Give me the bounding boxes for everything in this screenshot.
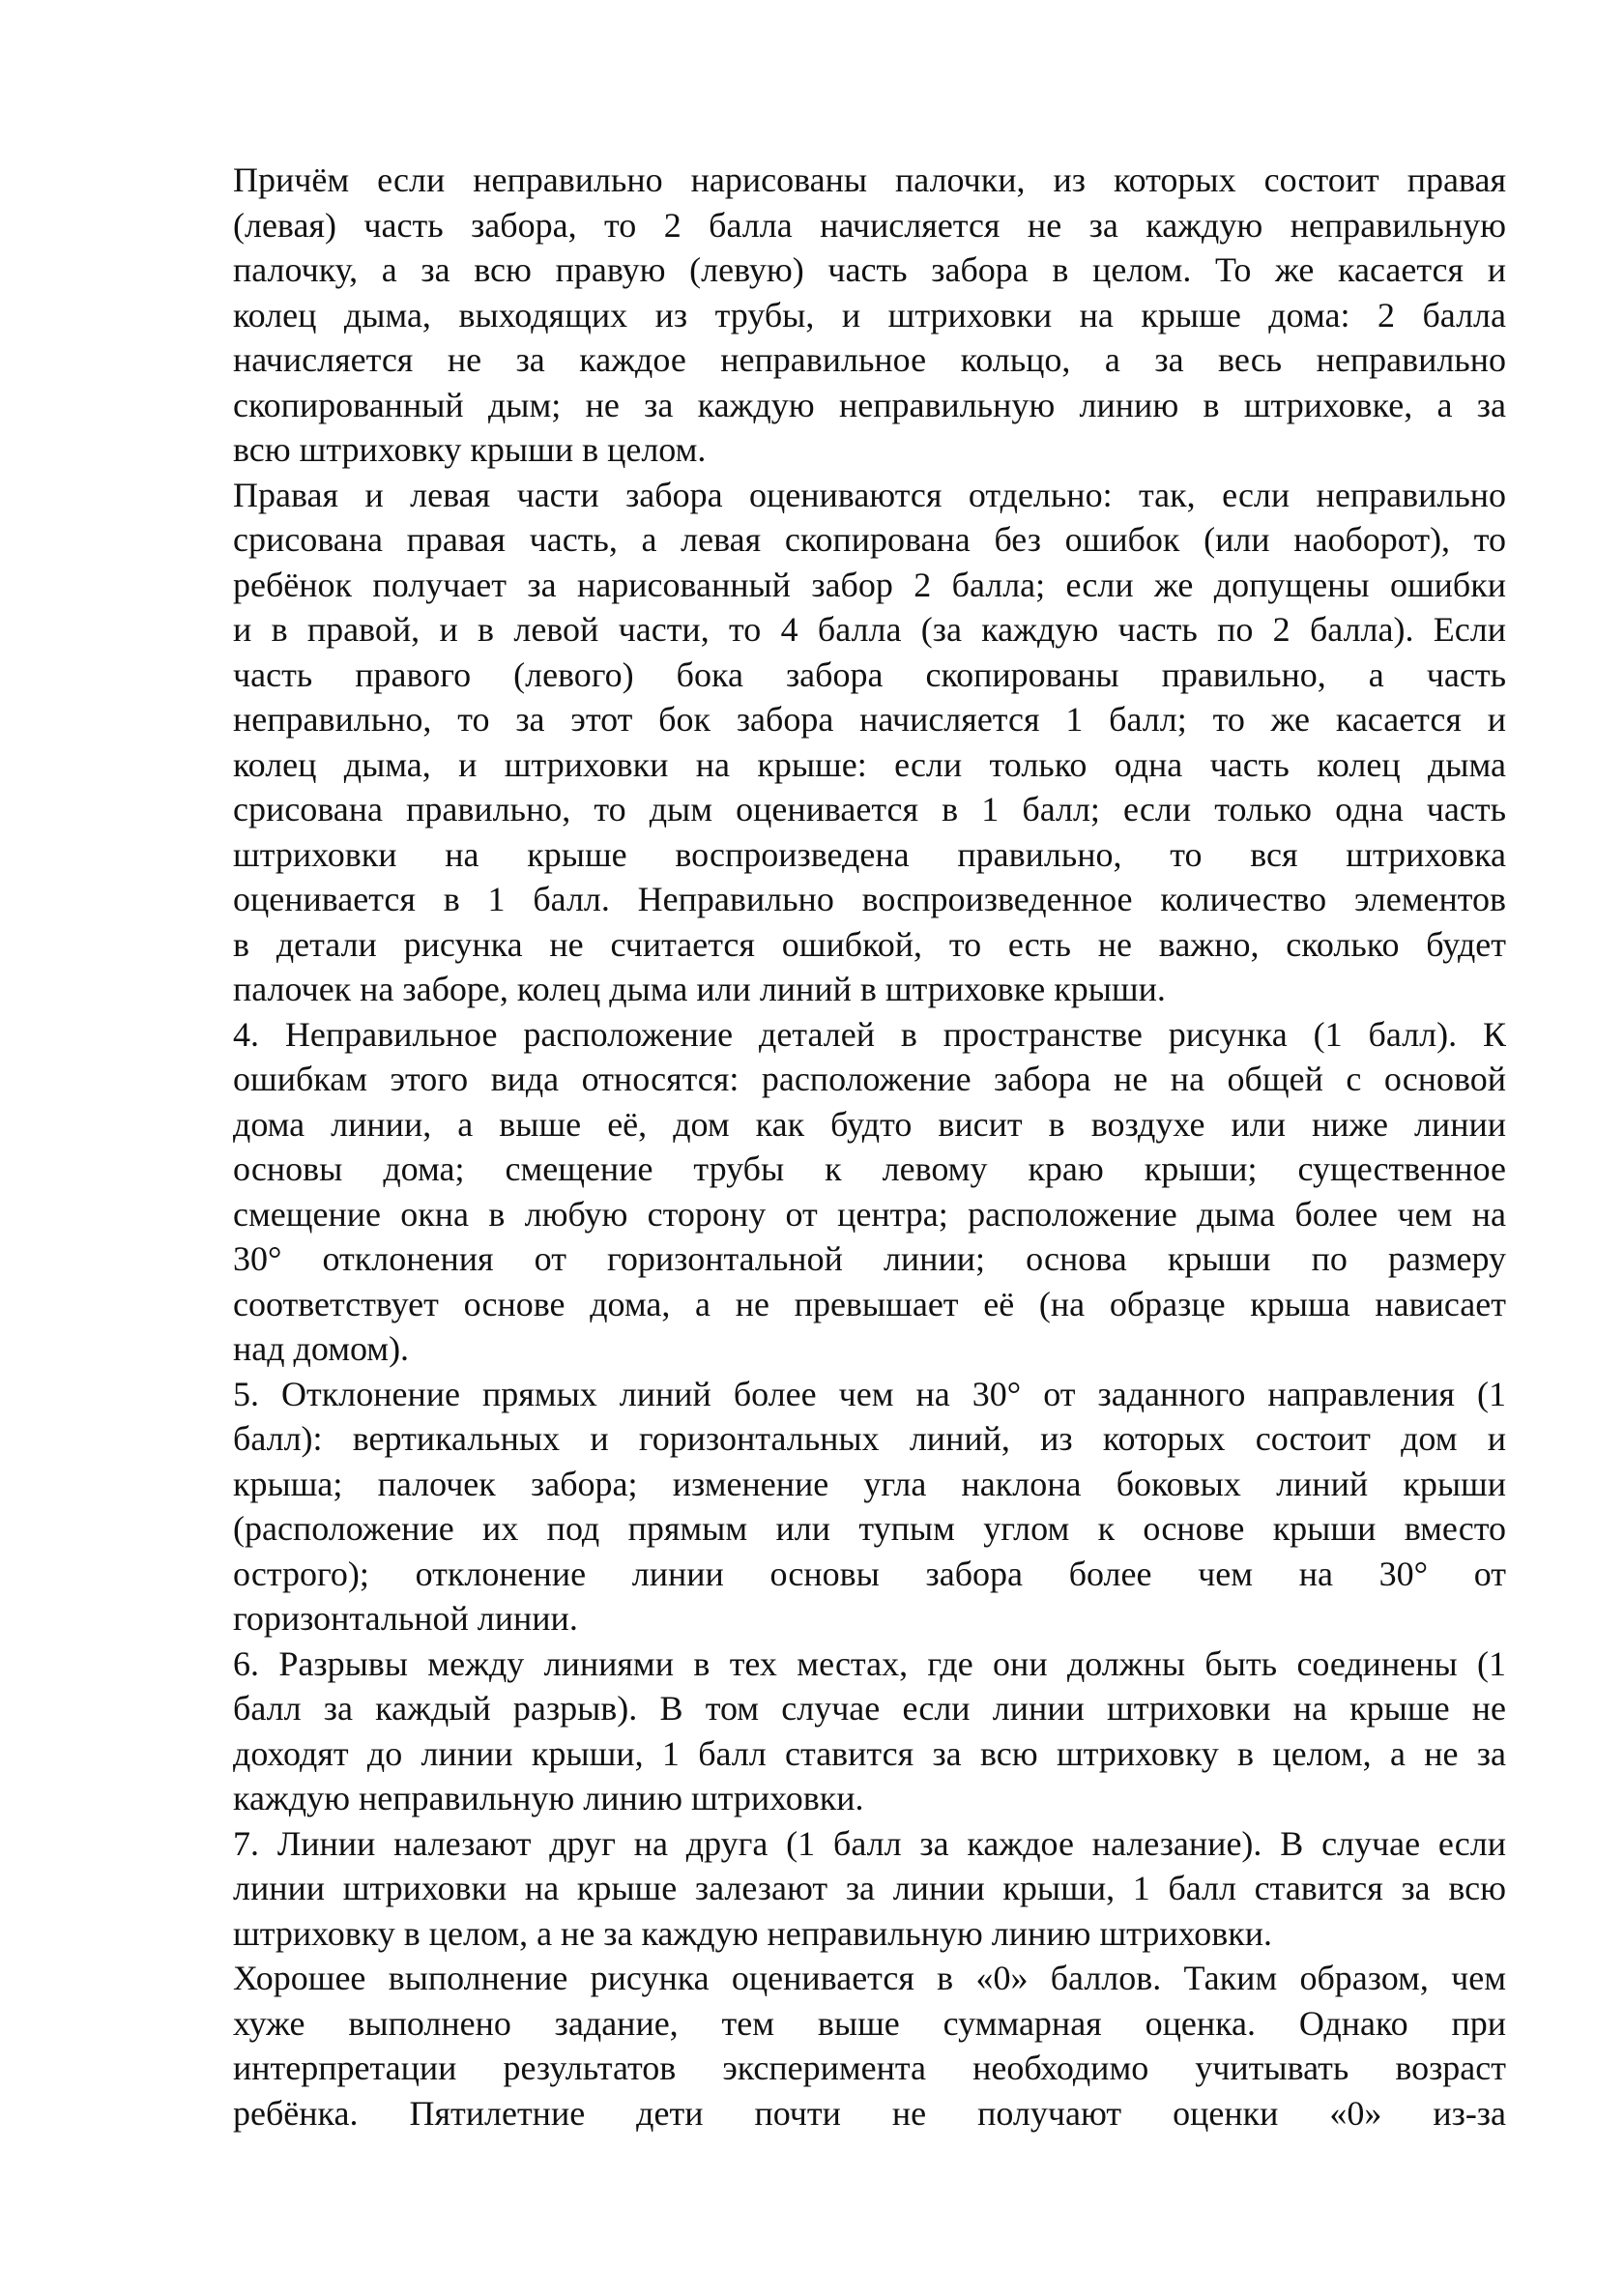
text-line: Правая и левая части забора оцениваются отдельно: так, если неправильно (233, 475, 1506, 514)
paragraph-scoring-interpretation (233, 1956, 1506, 2136)
text-line: основы дома; смещение трубы к левому краю крыши; существенное (233, 1149, 1506, 1188)
paragraph-fence-scoring-note (233, 158, 1506, 473)
text-line: соответствует основе дома, а не превышает её (на образце крыша нависает (233, 1284, 1506, 1323)
text-line: и в правой, и в левой части, то 4 балла (за каждую часть по 2 балла). Если (233, 610, 1506, 649)
text-line: каждую неправильную линию штриховки. (233, 1779, 864, 1817)
text-line: дома линии, а выше её, дом как будто висит в воздухе или ниже линии (233, 1104, 1506, 1144)
text-line: срисована правильно, то дым оценивается в 1 балл; если только одна часть (233, 790, 1506, 828)
document-page (233, 158, 1506, 2136)
text-line: над домом). (233, 1329, 410, 1368)
text-line: смещение окна в любую сторону от центра; расположение дыма более чем на (233, 1194, 1506, 1234)
text-line: всю штриховку крыши в целом. (233, 430, 707, 469)
list-item-6-line-gaps (233, 1642, 1506, 1821)
text-line: 7. Линии налезают друг на друга (1 балл за каждое налезание). В случае если (233, 1823, 1506, 1863)
text-line: штриховку в целом, а не за каждую неправильную линию штриховки. (233, 1913, 1272, 1953)
text-line: срисована правая часть, а левая скопирована без ошибок (или наоборот), то (233, 520, 1506, 559)
text-line: палочек на заборе, колец дыма или линий в штриховке крыши. (233, 970, 1166, 1008)
text-line: доходят до линии крыши, 1 балл ставится за всю штриховку в целом, а не за (233, 1733, 1506, 1773)
text-line: палочку, а за всю правую (левую) часть забора в целом. То же касается и (233, 250, 1506, 289)
list-item-4-placement-errors (233, 1012, 1506, 1372)
text-line: ребёнка. Пятилетние дети почти не получают оценки «0» из-за (233, 2093, 1506, 2133)
text-line: хуже выполнено задание, тем выше суммарная оценка. Однако при (233, 2003, 1506, 2043)
text-line: Хорошее выполнение рисунка оценивается в «0» баллов. Таким образом, чем (233, 1959, 1506, 1997)
text-line: оценивается в 1 балл. Неправильно воспроизведенное количество элементов (233, 880, 1506, 918)
text-line: колец дыма, выходящих из трубы, и штриховки на крыше дома: 2 балла (233, 295, 1506, 334)
text-line: начисляется не за каждое неправильное кольцо, а за весь неправильно (233, 340, 1506, 379)
text-line: балл за каждый разрыв). В том случае если линии штриховки на крыше не (233, 1689, 1506, 1728)
text-line: 30° отклонения от горизонтальной линии; основа крыши по размеру (233, 1239, 1506, 1278)
text-line: (расположение их под прямым или тупым углом к основе крыши вместо (233, 1509, 1506, 1548)
list-item-5-line-deviation (233, 1372, 1506, 1642)
text-line: Причём если неправильно нарисованы палочки, из которых состоит правая (233, 160, 1506, 199)
text-line: в детали рисунка не считается ошибкой, то есть не важно, сколько будет (233, 924, 1506, 964)
text-line: острого); отклонение линии основы забора более чем на 30° от (233, 1554, 1506, 1593)
text-line: балл): вертикальных и горизонтальных линий, из которых состоит дом и (233, 1419, 1506, 1458)
list-item-7-line-overlap (233, 1821, 1506, 1957)
text-line: 4. Неправильное расположение деталей в пространстве рисунка (1 балл). К (233, 1014, 1506, 1054)
text-line: линии штриховки на крыше залезают за линии крыши, 1 балл ставится за всю (233, 1869, 1506, 1907)
text-line: интерпретации результатов эксперимента необходимо учитывать возраст (233, 2049, 1506, 2087)
text-line: 5. Отклонение прямых линий более чем на 30° от заданного направления (1 (233, 1374, 1506, 1413)
text-line: неправильно, то за этот бок забора начисляется 1 балл; то же касается и (233, 700, 1506, 739)
text-line: штриховки на крыше воспроизведена правильно, то вся штриховка (233, 834, 1506, 874)
text-line: скопированный дым; не за каждую неправильную линию в штриховке, а за (233, 385, 1506, 424)
text-line: 6. Разрывы между линиями в тех местах, где они должны быть соединены (1 (233, 1643, 1506, 1683)
text-line: крыша; палочек забора; изменение угла наклона боковых линий крыши (233, 1464, 1506, 1503)
text-line: ребёнок получает за нарисованный забор 2 балла; если же допущены ошибки (233, 565, 1506, 604)
text-line: ошибкам этого вида относятся: расположение забора не на общей с основой (233, 1060, 1506, 1098)
text-line: (левая) часть забора, то 2 балла начисляется не за каждую неправильную (233, 205, 1506, 245)
text-line: часть правого (левого) бока забора скопированы правильно, а часть (233, 654, 1506, 694)
paragraph-left-right-fence (233, 473, 1506, 1012)
text-line: колец дыма, и штриховки на крыше: если только одна часть колец дыма (233, 744, 1506, 784)
text-line: горизонтальной линии. (233, 1599, 578, 1638)
